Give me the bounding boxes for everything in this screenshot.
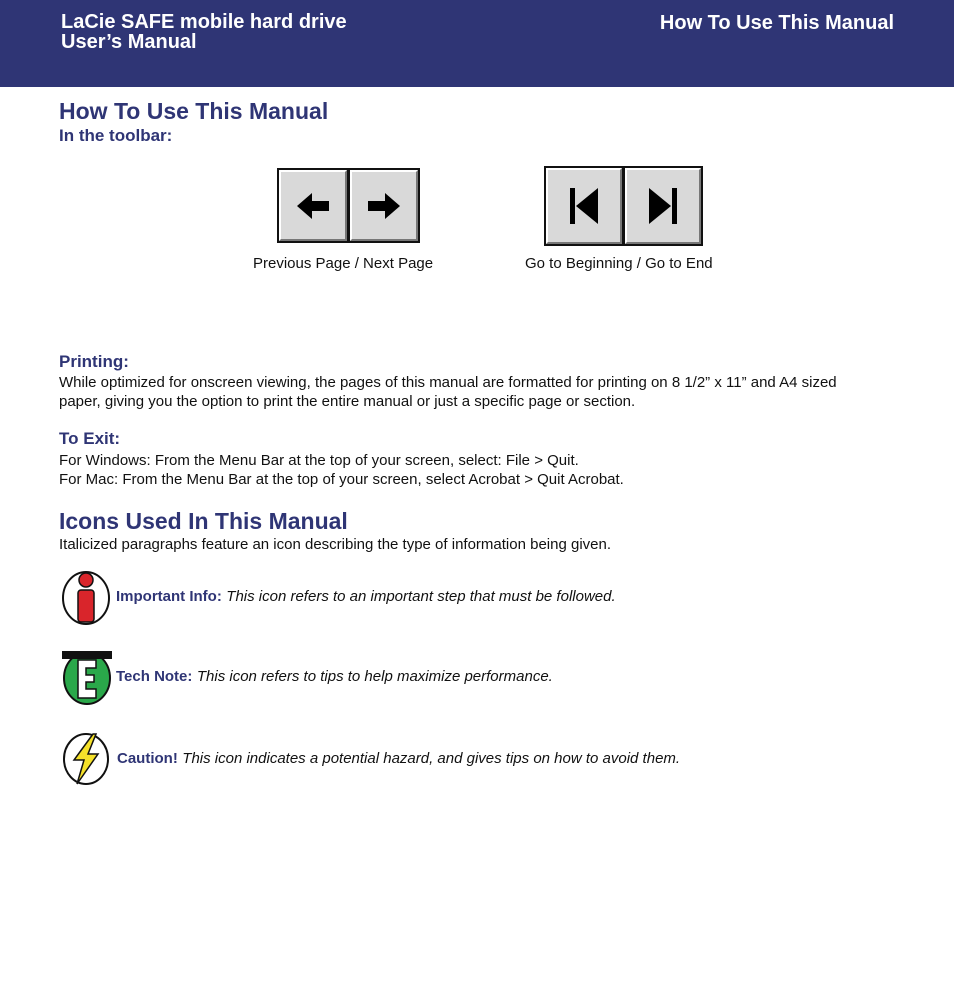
caution-label: Caution! [117, 750, 178, 767]
printing-text [59, 373, 919, 411]
product-title-line1: LaCie SAFE mobile hard drive [61, 11, 347, 33]
section-title: How To Use This Manual [659, 12, 894, 34]
skip-last-icon [645, 184, 681, 228]
important-info-row [60, 568, 616, 626]
exit-mac-text: For Mac: From the Menu Bar at the top of your screen, select Acrobat > Quit Acrobat. [59, 471, 624, 488]
prev-next-buttons [277, 168, 420, 243]
prev-next-caption: Previous Page / Next Page [253, 255, 434, 272]
important-info-icon [60, 568, 112, 626]
go-to-beginning-button[interactable] [546, 168, 622, 244]
tech-note-row [60, 648, 553, 706]
go-to-end-button[interactable] [625, 168, 701, 244]
toolbar-heading: In the toolbar: [59, 126, 173, 145]
product-title [61, 12, 347, 52]
printing-line1: While optimized for onscreen viewing, the pages of this manual are formatted for printing on 8 1/2” x 11” and A4 sized [59, 374, 837, 391]
previous-page-button[interactable] [279, 170, 347, 241]
caution-icon [60, 730, 112, 788]
product-title-line2: User’s Manual [61, 31, 197, 53]
page-header [0, 0, 954, 87]
important-info-text: This icon refers to an important step that must be followed. [226, 588, 616, 605]
tech-note-label: Tech Note: [116, 668, 193, 685]
important-info-label: Important Info: [116, 588, 222, 605]
exit-windows-text: For Windows: From the Menu Bar at the top of your screen, select: File > Quit. [59, 452, 579, 469]
exit-heading: To Exit: [59, 429, 121, 448]
skip-first-icon [566, 184, 602, 228]
printing-heading: Printing: [59, 352, 129, 371]
caution-text: This icon indicates a potential hazard, and gives tips on how to avoid them. [182, 750, 681, 767]
arrow-left-icon [295, 191, 331, 221]
begin-end-caption: Go to Beginning / Go to End [525, 255, 713, 272]
tech-note-icon [60, 648, 114, 706]
caution-row [60, 730, 680, 788]
arrow-right-icon [366, 191, 402, 221]
tech-note-text: This icon refers to tips to help maximize performance. [196, 668, 553, 685]
printing-line2: paper, giving you the option to print the entire manual or just a specific page or section. [59, 393, 636, 410]
icons-intro: Italicized paragraphs feature an icon describing the type of information being given. [59, 536, 612, 553]
icons-heading: Icons Used In This Manual [59, 508, 348, 534]
begin-end-buttons [544, 166, 703, 246]
next-page-button[interactable] [350, 170, 418, 241]
page-title: How To Use This Manual [59, 98, 329, 124]
